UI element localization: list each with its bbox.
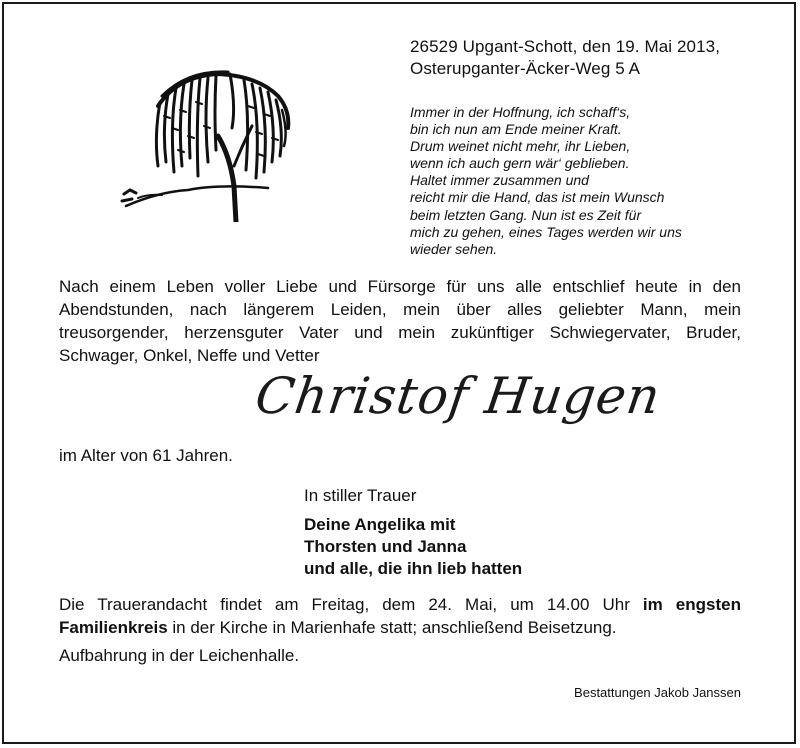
poem-line: wieder sehen.: [410, 240, 498, 257]
service-bold-1: im engsten: [642, 595, 741, 614]
intro-line: treusorgender, herzensguter Vater und mein zukünftiger Schwiegervater, Bruder,: [59, 323, 741, 342]
poem: [410, 104, 682, 258]
service-text-1: Die Trauerandacht findet am Freitag, dem 24. Mai, um 14.00 Uhr: [59, 595, 630, 614]
service-line-2: [59, 616, 741, 639]
poem-line: reicht mir die Hand, das ist mein Wunsch: [410, 189, 665, 206]
laying-out-text: Aufbahrung in der Leichenhalle.: [59, 646, 300, 665]
service-bold-2: Familienkreis: [59, 618, 168, 637]
address-line: Osterupganter-Äcker-Weg 5 A: [410, 59, 641, 78]
deceased-name: Christof Hugen: [251, 367, 665, 425]
mourners-caption: In stiller Trauer: [304, 486, 417, 505]
weeping-willow-icon: [118, 66, 300, 222]
poem-line: beim letzten Gang. Nun ist es Zeit für: [410, 206, 642, 223]
poem-line: Immer in der Hoffnung, ich schaff‘s,: [410, 104, 631, 120]
undertaker-credit: Bestattungen Jakob Janssen: [574, 685, 741, 700]
age-text: im Alter von 61 Jahren.: [59, 446, 233, 465]
intro-line: Abendstunden, nach längerem Leiden, mein über alles geliebter Mann, mein: [59, 300, 741, 319]
header-place-date: [410, 36, 720, 80]
service-line-1: [59, 593, 741, 616]
mourner-line: Deine Angelika mit: [304, 515, 456, 534]
mourner-line: Thorsten und Janna: [304, 537, 467, 556]
mourner-line: und alle, die ihn lieb hatten: [304, 559, 523, 578]
poem-line: wenn ich auch gern wär‘ geblieben.: [410, 155, 630, 172]
intro-line: Nach einem Leben voller Liebe und Fürsorge für uns alle entschlief heute in den: [59, 277, 741, 296]
poem-line: bin ich nun am Ende meiner Kraft.: [410, 121, 622, 138]
poem-line: Drum weinet nicht mehr, ihr Lieben,: [410, 138, 631, 155]
service-text-2: in der Kirche in Marienhafe statt; anschließend Beisetzung.: [167, 618, 617, 637]
place-date-line: 26529 Upgant-Schott, den 19. Mai 2013,: [410, 37, 721, 56]
poem-line: Haltet immer zusammen und: [410, 172, 589, 189]
intro-paragraph: [59, 275, 741, 367]
poem-line: mich zu gehen, eines Tages werden wir uns: [410, 223, 682, 240]
mourners-block: [304, 485, 522, 580]
service-paragraph: [59, 593, 741, 639]
intro-line: Schwager, Onkel, Neffe und Vetter: [59, 346, 320, 365]
